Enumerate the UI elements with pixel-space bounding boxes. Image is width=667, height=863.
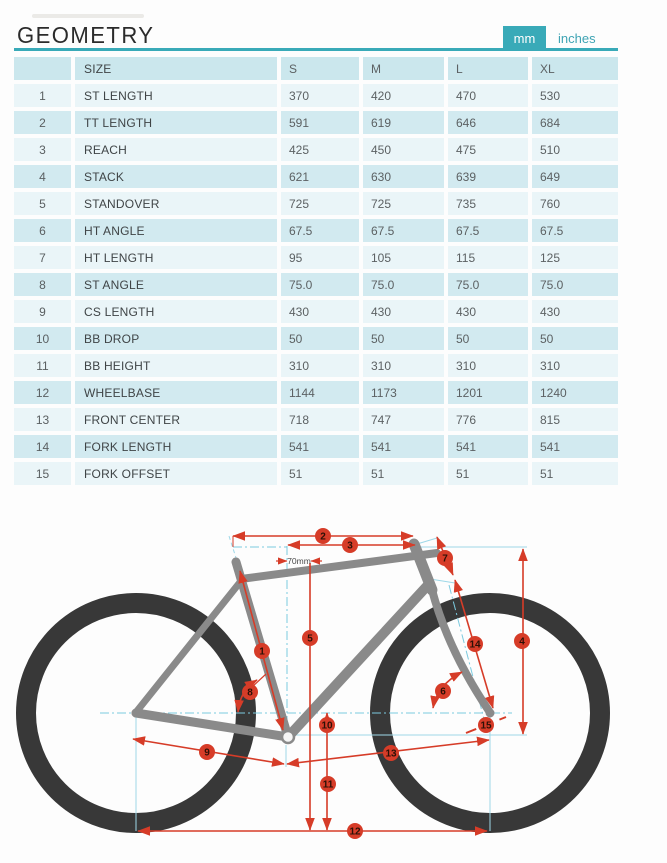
column-header-size: SIZE	[75, 57, 277, 80]
cell-value-m: 619	[363, 111, 444, 134]
row-label: CS LENGTH	[75, 300, 277, 323]
cell-value-s: 50	[281, 327, 359, 350]
dimension-badge-label: 2	[320, 531, 326, 543]
row-number: 2	[14, 111, 71, 134]
cell-value-l: 67.5	[448, 219, 528, 242]
column-header-xl: XL	[532, 57, 618, 80]
dimension-badge-label: 4	[519, 636, 525, 648]
row-label: STANDOVER	[75, 192, 277, 215]
cell-value-l: 1201	[448, 381, 528, 404]
cell-value-xl: 541	[532, 435, 618, 458]
row-label: REACH	[75, 138, 277, 161]
dimension-badge-label: 12	[349, 826, 361, 838]
cell-value-m: 747	[363, 408, 444, 431]
cell-value-l: 430	[448, 300, 528, 323]
cell-value-l: 541	[448, 435, 528, 458]
column-header-m: M	[363, 57, 444, 80]
cell-value-l: 51	[448, 462, 528, 485]
row-number: 13	[14, 408, 71, 431]
cell-value-xl: 530	[532, 84, 618, 107]
cell-value-xl: 50	[532, 327, 618, 350]
unit-tab-inches[interactable]: inches	[558, 31, 596, 46]
cell-value-l: 310	[448, 354, 528, 377]
row-label: BB DROP	[75, 327, 277, 350]
cell-value-xl: 510	[532, 138, 618, 161]
front-dropout	[486, 709, 495, 718]
row-label: ST LENGTH	[75, 84, 277, 107]
cell-value-s: 75.0	[281, 273, 359, 296]
page-title: GEOMETRY	[17, 22, 155, 48]
cell-value-m: 105	[363, 246, 444, 269]
column-header-blank	[14, 57, 71, 80]
cell-value-m: 725	[363, 192, 444, 215]
cell-value-s: 425	[281, 138, 359, 161]
row-number: 6	[14, 219, 71, 242]
dimension-badge-label: 9	[204, 747, 210, 759]
row-label: HT ANGLE	[75, 219, 277, 242]
annotation-70mm: 70mm	[287, 556, 311, 566]
dimension-badge-label: 10	[321, 720, 333, 732]
cell-value-s: 621	[281, 165, 359, 188]
column-header-l: L	[448, 57, 528, 80]
dimension-badge-label: 14	[469, 639, 481, 651]
geometry-table	[14, 57, 618, 485]
cell-value-s: 95	[281, 246, 359, 269]
row-number: 7	[14, 246, 71, 269]
dimension-badge-label: 8	[247, 687, 253, 699]
cell-value-m: 75.0	[363, 273, 444, 296]
down-tube	[288, 585, 428, 737]
cell-value-s: 591	[281, 111, 359, 134]
top-tube	[241, 553, 437, 579]
cell-value-l: 735	[448, 192, 528, 215]
cell-value-m: 420	[363, 84, 444, 107]
cell-value-xl: 67.5	[532, 219, 618, 242]
cell-value-l: 646	[448, 111, 528, 134]
column-header-s: S	[281, 57, 359, 80]
cell-value-s: 541	[281, 435, 359, 458]
cell-value-xl: 815	[532, 408, 618, 431]
unit-tab-mm[interactable]: mm	[503, 26, 546, 51]
dimension-badge-label: 1	[259, 646, 265, 658]
cell-value-s: 725	[281, 192, 359, 215]
row-number: 9	[14, 300, 71, 323]
cell-value-m: 51	[363, 462, 444, 485]
row-label: ST ANGLE	[75, 273, 277, 296]
row-number: 3	[14, 138, 71, 161]
dimension-badge-label: 11	[322, 779, 334, 791]
cell-value-xl: 649	[532, 165, 618, 188]
row-number: 4	[14, 165, 71, 188]
cell-value-l: 470	[448, 84, 528, 107]
cell-value-m: 1173	[363, 381, 444, 404]
chain-stay	[136, 713, 288, 737]
cell-value-xl: 310	[532, 354, 618, 377]
dimension-badge-label: 5	[307, 633, 313, 645]
row-label: FORK LENGTH	[75, 435, 277, 458]
cell-value-xl: 75.0	[532, 273, 618, 296]
bike-geometry-diagram	[0, 490, 667, 863]
row-number: 15	[14, 462, 71, 485]
dim-8-leader	[252, 674, 266, 687]
bottom-bracket	[282, 731, 294, 743]
dimension-badge-label: 13	[385, 748, 397, 760]
row-number: 11	[14, 354, 71, 377]
cell-value-l: 115	[448, 246, 528, 269]
dimension-badge-label: 3	[347, 540, 353, 552]
row-number: 5	[14, 192, 71, 215]
row-number: 14	[14, 435, 71, 458]
cell-value-s: 718	[281, 408, 359, 431]
cell-value-xl: 125	[532, 246, 618, 269]
cell-value-l: 50	[448, 327, 528, 350]
cell-value-m: 67.5	[363, 219, 444, 242]
row-label: FORK OFFSET	[75, 462, 277, 485]
row-number: 1	[14, 84, 71, 107]
row-label: FRONT CENTER	[75, 408, 277, 431]
cell-value-s: 310	[281, 354, 359, 377]
cell-value-xl: 430	[532, 300, 618, 323]
row-label: HT LENGTH	[75, 246, 277, 269]
cell-value-s: 370	[281, 84, 359, 107]
cell-value-m: 541	[363, 435, 444, 458]
cell-value-s: 430	[281, 300, 359, 323]
cell-value-l: 75.0	[448, 273, 528, 296]
dimension-badge-label: 6	[440, 686, 446, 698]
cell-value-xl: 1240	[532, 381, 618, 404]
cell-value-xl: 684	[532, 111, 618, 134]
row-number: 12	[14, 381, 71, 404]
cell-value-s: 67.5	[281, 219, 359, 242]
row-label: STACK	[75, 165, 277, 188]
cell-value-m: 430	[363, 300, 444, 323]
row-label: WHEELBASE	[75, 381, 277, 404]
cell-value-m: 630	[363, 165, 444, 188]
cell-value-m: 310	[363, 354, 444, 377]
cell-value-s: 51	[281, 462, 359, 485]
cell-value-m: 450	[363, 138, 444, 161]
row-number: 10	[14, 327, 71, 350]
cell-value-l: 475	[448, 138, 528, 161]
cropped-text-artifact	[32, 14, 144, 18]
cell-value-l: 639	[448, 165, 528, 188]
row-label: BB HEIGHT	[75, 354, 277, 377]
dimension-badge-label: 7	[442, 553, 448, 565]
cell-value-s: 1144	[281, 381, 359, 404]
cell-value-xl: 760	[532, 192, 618, 215]
cell-value-m: 50	[363, 327, 444, 350]
row-number: 8	[14, 273, 71, 296]
cell-value-l: 776	[448, 408, 528, 431]
cell-value-xl: 51	[532, 462, 618, 485]
rear-dropout	[132, 709, 141, 718]
dimension-badge-label: 15	[480, 720, 492, 732]
row-label: TT LENGTH	[75, 111, 277, 134]
unit-toggle	[503, 26, 608, 51]
